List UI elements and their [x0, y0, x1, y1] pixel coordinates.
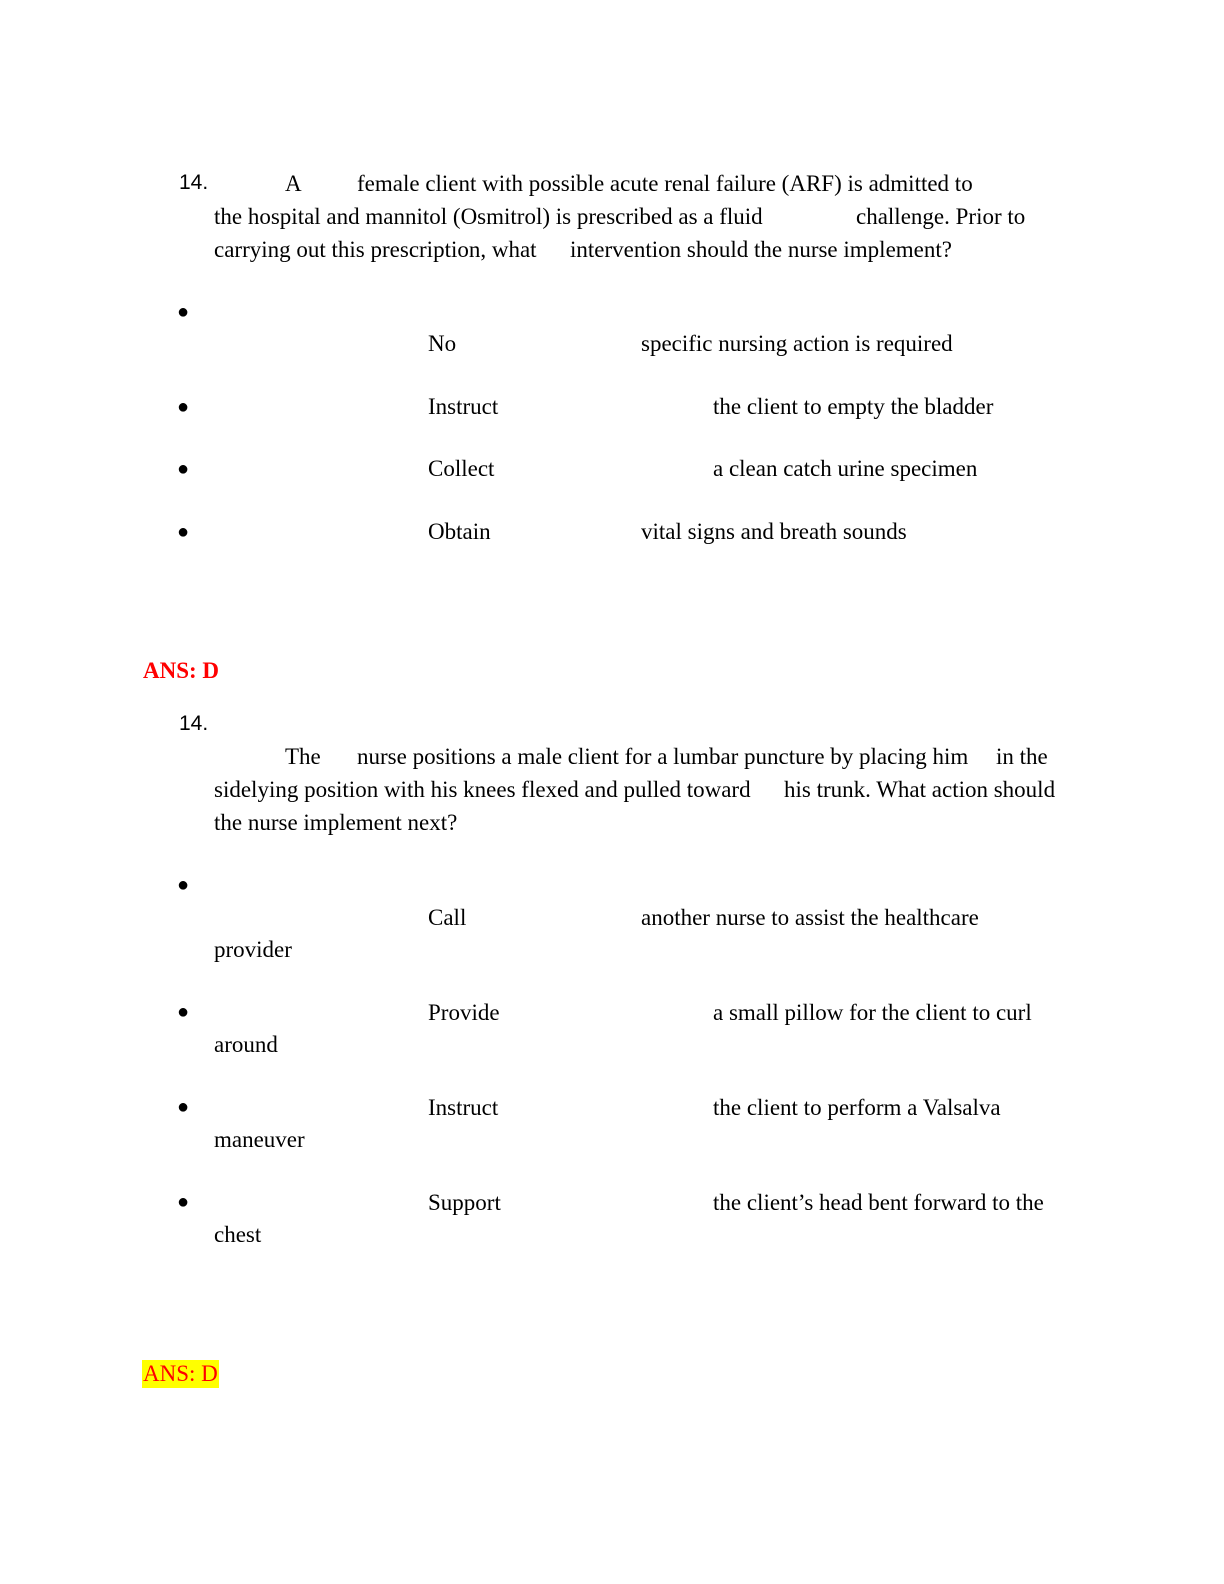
option-text: around [214, 1032, 278, 1057]
option-word: Call [428, 905, 467, 930]
option-text: provider [214, 937, 292, 962]
question-text: sidelying position with his knees flexed and pulled toward [214, 777, 751, 802]
question-text: his trunk. What action should [784, 777, 1056, 802]
question-text: female client with possible acute renal failure (ARF) is admitted to [357, 171, 973, 196]
option-text: a small pillow for the client to curl [713, 1000, 1032, 1025]
answer-label-highlighted: ANS: D [143, 1361, 218, 1386]
question-number: 14. [179, 171, 209, 194]
answer-label: ANS: D [143, 658, 220, 683]
question-text: the hospital and mannitol (Osmitrol) is prescribed as a fluid [214, 204, 763, 229]
bullet-icon: ● [177, 1001, 190, 1023]
option-text: another nurse to assist the healthcare [641, 905, 979, 930]
option-text: maneuver [214, 1127, 305, 1152]
question-text: challenge. Prior to [856, 204, 1026, 229]
option-text: specific nursing action is required [641, 331, 953, 356]
bullet-icon: ● [177, 874, 190, 896]
option-word: Instruct [428, 394, 499, 419]
question-text: intervention should the nurse implement? [570, 237, 952, 262]
bullet-icon: ● [177, 396, 190, 418]
option-word: Instruct [428, 1095, 499, 1120]
option-text: the client to empty the bladder [713, 394, 994, 419]
question-text: the nurse implement next? [214, 810, 458, 835]
question-text: in the [996, 744, 1048, 769]
option-text: chest [214, 1222, 262, 1247]
bullet-icon: ● [177, 1191, 190, 1213]
bullet-icon: ● [177, 458, 190, 480]
option-word: No [428, 331, 457, 356]
question-text: nurse positions a male client for a lumbar puncture by placing him [357, 744, 969, 769]
option-word: Collect [428, 456, 495, 481]
question-text: carrying out this prescription, what [214, 237, 537, 262]
option-text: a clean catch urine specimen [713, 456, 978, 481]
option-text: the client’s head bent forward to the [713, 1190, 1044, 1215]
option-text: the client to perform a Valsalva [713, 1095, 1001, 1120]
question-text: A [285, 171, 302, 196]
option-word: Support [428, 1190, 501, 1215]
bullet-icon: ● [177, 301, 190, 323]
option-word: Provide [428, 1000, 500, 1025]
question-number: 14. [179, 712, 209, 735]
option-word: Obtain [428, 519, 491, 544]
option-text: vital signs and breath sounds [641, 519, 907, 544]
bullet-icon: ● [177, 521, 190, 543]
question-text: The [285, 744, 321, 769]
bullet-icon: ● [177, 1096, 190, 1118]
